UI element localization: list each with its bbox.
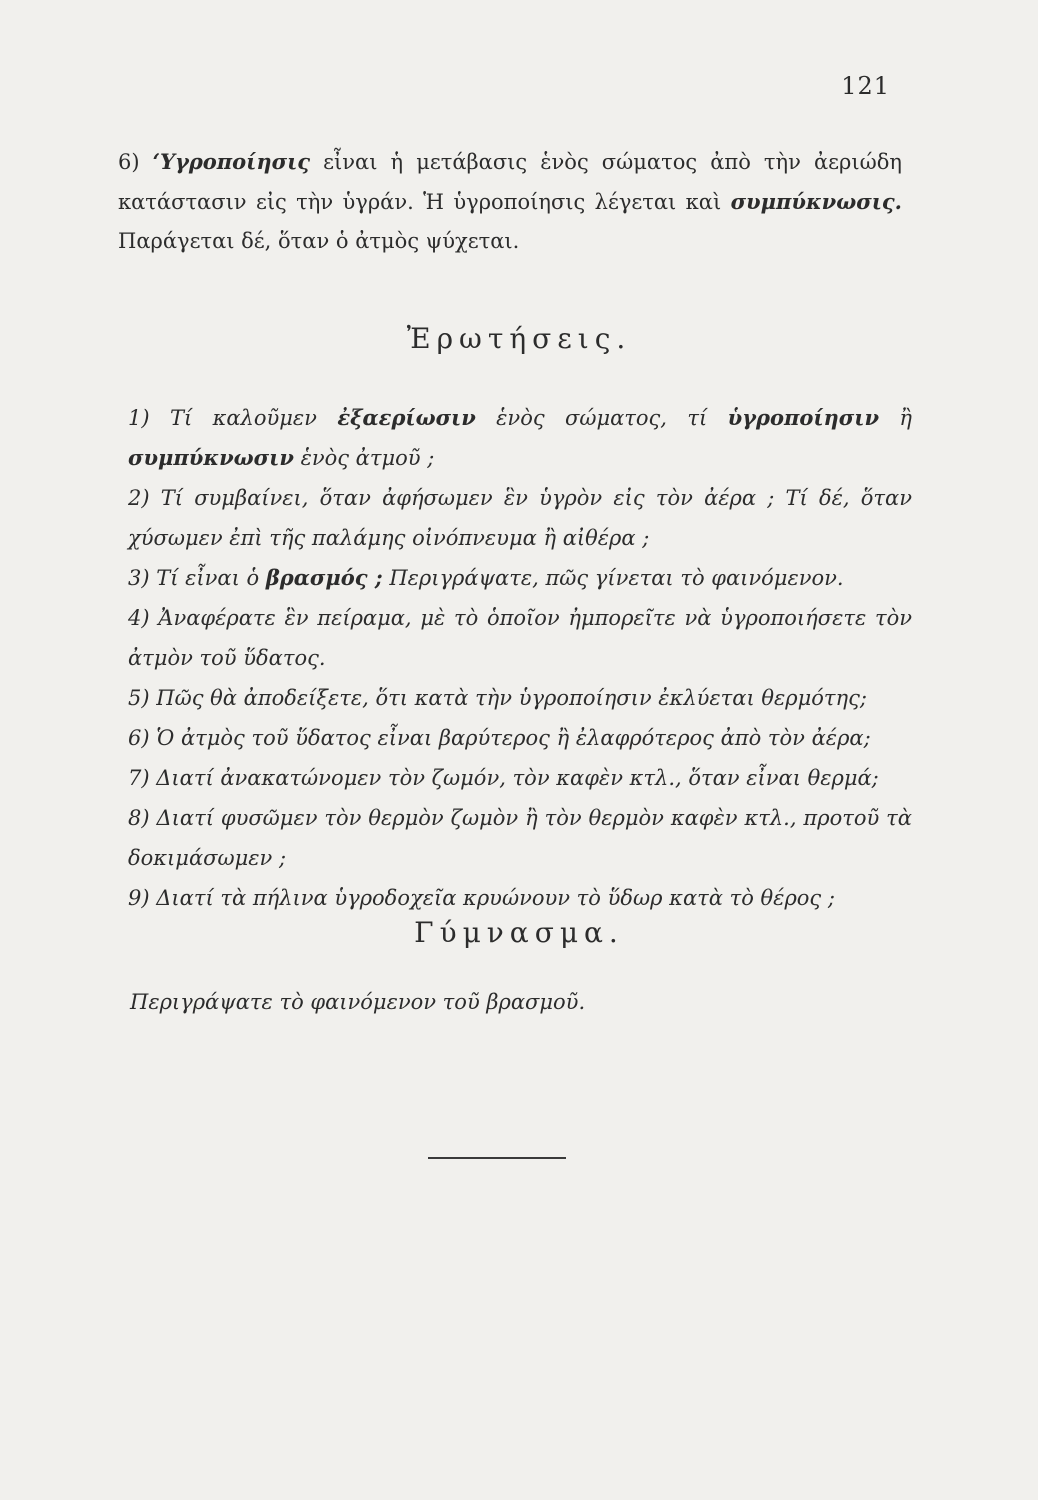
question-term: ἐξαερίωσιν <box>337 405 476 430</box>
question-number: 1) <box>128 406 150 430</box>
question-3 <box>62 558 912 598</box>
question-text: Περιγράψατε, πῶς γίνεται τὸ φαινόμενον. <box>382 566 844 590</box>
definition-term-2: συμπύκνωσις. <box>730 189 902 214</box>
question-6 <box>62 718 912 758</box>
question-text: Ἀναφέρατε ἓν πείραμα, μὲ τὸ ὁποῖον ἠμπορεῖτε νὰ ὑγροποιήσετε τὸν ἀτμὸν τοῦ ὕδατος. <box>128 606 912 670</box>
question-5 <box>62 678 912 718</box>
question-number: 7) <box>128 766 150 790</box>
question-term: ὑγροποίησιν <box>727 405 880 430</box>
question-text: Τί εἶναι ὁ <box>156 566 266 590</box>
definition-text-1: εἶναι ἡ μετάβασις ἑνὸς σώματος ἀπὸ τὴν ἀεριώδη κατάστασιν εἰς τὴν ὑγράν. Ἡ ὑγροποίησις λέγεται καὶ <box>118 150 902 214</box>
definition-paragraph <box>60 142 902 261</box>
question-text: Διατί ἀνακατώνομεν τὸν ζωμόν, τὸν καφὲν κτλ., ὅταν εἶναι θερμά; <box>156 766 879 790</box>
definition-number: 6) <box>118 150 140 174</box>
exercise-heading: Γύμνασμα. <box>414 916 624 949</box>
question-number: 2) <box>128 486 150 510</box>
question-number: 9) <box>128 886 150 910</box>
question-8 <box>62 798 912 878</box>
question-text: Τί συμβαίνει, ὅταν ἀφήσωμεν ἓν ὑγρὸν εἰς τὸν ἀέρα ; Τί δέ, ὅταν χύσωμεν ἐπὶ τῆς παλάμης οἰνόπνευμα ἢ αἰθέρα ; <box>128 486 912 550</box>
question-number: 4) <box>128 606 150 630</box>
question-term: βρασμός ; <box>265 565 383 590</box>
definition-term: ‘Υγροποίησις <box>152 149 311 174</box>
page-number: 121 <box>841 72 890 100</box>
definition-text-2: Παράγεται δέ, ὅταν ὁ ἀτμὸς ψύχεται. <box>118 229 520 253</box>
question-1 <box>62 398 912 478</box>
question-2 <box>62 478 912 558</box>
question-number: 3) <box>128 566 150 590</box>
question-text: Ὁ ἀτμὸς τοῦ ὕδατος εἶναι βαρύτερος ἢ ἐλαφρότερος ἀπὸ τὸν ἀέρα; <box>156 726 871 750</box>
question-number: 8) <box>128 806 150 830</box>
question-text: Τί καλοῦμεν <box>169 406 338 430</box>
question-4 <box>62 598 912 678</box>
question-number: 5) <box>128 686 150 710</box>
question-term: συμπύκνωσιν <box>128 445 294 470</box>
question-7 <box>62 758 912 798</box>
question-text: ἑνὸς ἀτμοῦ ; <box>293 446 435 470</box>
question-text: Διατί φυσῶμεν τὸν θερμὸν ζωμὸν ἢ τὸν θερμὸν καφὲν κτλ., προτοῦ τὰ δοκιμάσωμεν ; <box>128 806 912 870</box>
question-text: Πῶς θὰ ἀποδείξετε, ὅτι κατὰ τὴν ὑγροποίησιν ἐκλύεται θερμότης; <box>156 686 867 710</box>
divider-rule <box>428 1157 566 1159</box>
question-text: ἑνὸς σώματος, τί <box>475 406 728 430</box>
question-9 <box>62 878 912 918</box>
exercise-text: Περιγράψατε τὸ φαινόμενον τοῦ βρασμοῦ. <box>130 990 586 1014</box>
questions-heading: Ἐρωτήσεις. <box>406 322 632 355</box>
question-text: Διατί τὰ πήλινα ὑγροδοχεῖα κρυώνουν τὸ ὕδωρ κατὰ τὸ θέρος ; <box>156 886 835 910</box>
questions-list <box>62 398 912 918</box>
question-number: 6) <box>128 726 150 750</box>
question-text: ἢ <box>879 406 912 430</box>
